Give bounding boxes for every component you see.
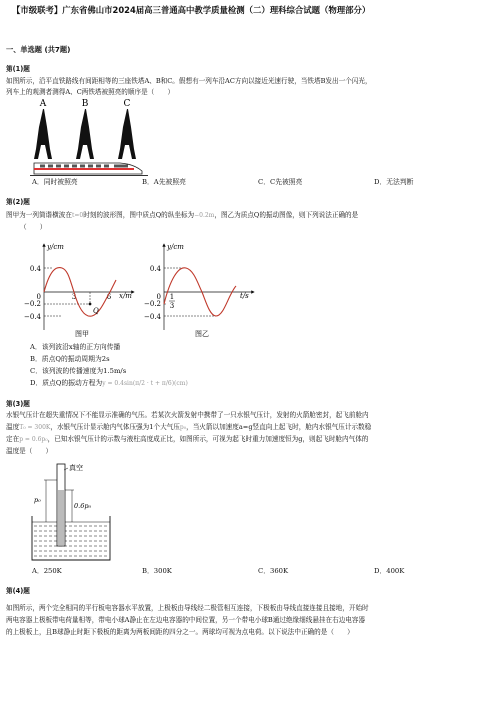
fig-a-point-q [89,303,92,306]
document-title: 【市级联考】广东省佛山市2024届高三普通高中教学质量检测（二）理科综合试题（物理部分） [12,5,371,15]
q3-header: 第(3)题 [6,400,30,408]
q3-figure-barometer [28,458,118,564]
q4-line2: 两电容器上极板带电荷量相等，带电小球A静止在左边电容器的中间位置，另一个带电小球B通过绝缘细线悬挂在右边电容器 [6,616,366,624]
fig-b-ylabel: y/cm [167,243,184,251]
q2-math-y: −0.2m [194,212,215,219]
q3-math-t0: T₀ = 300K [19,424,51,431]
fig-a-ytick-m02: −0.2 [24,300,41,308]
q3-math-p0: p₀ [179,424,187,431]
q2-option-c[interactable]: C．该列波的传播速度为1.5m/s [30,367,127,375]
fig-a-ytick-04: 0.4 [29,265,41,273]
tower-a-icon [34,109,52,159]
q3-line1: 水银气压计在超失重情况下不能显示准确的气压。若某次火箭发射中携带了一只水银气压计，发射的火箭舱密封，起飞前舱内 [6,411,369,419]
q1-option-b[interactable]: B．A先被照亮 [142,178,186,186]
q3-option-d[interactable]: D．400K [374,567,405,575]
p0-label: p₀ [34,496,41,504]
fig-b-caption: 图乙 [195,330,209,338]
q2-option-d-math: y = 0.4sin(π/2 · t + π/6)(cm) [102,380,188,387]
fig-a-caption: 图甲 [75,330,89,338]
fig-a-ylabel: y/cm [47,243,64,251]
q3-math-p: p = 0.6p₀ [19,436,48,443]
mercury-column [58,490,64,545]
tower-label-c: C [123,99,131,109]
fig-a-q-label: Q [93,307,99,315]
q2-option-b[interactable]: B．质点Q的振动周期为2s [30,355,110,363]
q2-figure-b-vibration [142,240,260,338]
tower-label-a: A [39,99,47,109]
q3-line4: 温度是（ ） [6,447,53,455]
q3-line2: 温度T₀ = 300K，水银气压计显示舱内气体压强为1个大气压p₀，当火箭以加速度a=g竖直向上起飞时，舱内水银气压计示数稳 [6,423,372,431]
fig-a-xtick-3: 3 [71,293,77,301]
q1-header: 第(1)题 [6,65,30,73]
fig-b-ytick-m04: −0.4 [144,313,161,321]
mercury-in-beaker [34,526,108,556]
q3-option-a[interactable]: A．250K [32,567,62,575]
q2-line1: 图甲为一列简谐横波在t=0时刻的波形图，图中质点Q的纵坐标为−0.2m，图乙为质点Q的振动图像，则下列说法正确的是 [6,211,359,219]
q3-option-b[interactable]: B．300K [142,567,172,575]
q2-option-a[interactable]: A．该列波沿x轴的正方向传播 [30,343,121,351]
q3-line3: 定在p = 0.6p₀，已知水银气压计的示数与液柱高度成正比，如图所示，可视为起飞时重力加速度恒为g，则起飞时舱内气体的 [6,435,369,443]
section-heading: 一、单选题 (共7题) [6,45,71,54]
tower-label-b: B [81,99,89,109]
fig-b-xtick-0: 0 [156,293,161,301]
vacuum-label: 真空 [69,464,83,472]
fig-a-xlabel: x/m [119,292,132,300]
q1-line1: 如图所示，沿平直铁路线有间距相等的三座铁塔A、B和C。假想有一列车沿AC方向以接近光速行驶，当铁塔B发出一个闪光， [6,77,372,85]
fig-a-ytick-m04: −0.4 [24,313,41,321]
q1-figure-towers-train [30,97,150,179]
fig-b-ytick-m02: −0.2 [144,300,161,308]
p-label: 0.6p₀ [74,502,92,510]
q2-math-t0: t=0 [71,212,84,219]
train-icon [30,163,148,176]
fig-a-xtick-6: 6 [106,293,112,301]
fig-b-xlabel: t/s [240,292,249,300]
q4-line1: 如图所示，两个完全相同的平行板电容器水平放置，上极板由导线经二极管相互连接，下极板由导线直接连接且接地，开始时 [6,604,369,612]
q1-line2: 列车上的观测者测得A、C两铁塔被照亮的顺序是（ ） [6,88,175,96]
fig-a-xtick-0: 0 [36,293,41,301]
q3-option-c[interactable]: C．360K [258,567,289,575]
q4-line3: 的上极板上，且B球静止时距下极板的距离为两板间距的四分之一。两球均可视为点电荷。以下说法中正确的是（ ） [6,628,354,636]
q1-option-c[interactable]: C．C先被照亮 [258,178,303,186]
q4-header: 第(4)题 [6,587,30,595]
fig-b-ytick-04: 0.4 [149,265,161,273]
q1-option-a[interactable]: A．同时被照亮 [32,178,78,186]
tower-c-icon [118,109,136,159]
tower-b-icon [76,109,94,159]
q1-option-d[interactable]: D．无法判断 [374,178,414,186]
beaker-outline [32,516,110,560]
fig-b-xtick-1: 1 [169,293,175,301]
q2-figure-a-wave [22,240,140,338]
q2-option-d[interactable]: D．质点Q的振动方程为y = 0.4sin(π/2 · t + π/6)(cm) [30,379,188,387]
q2-header: 第(2)题 [6,198,30,206]
fig-b-xtick-3: 3 [169,302,175,310]
q2-line2: （ ） [20,223,47,231]
